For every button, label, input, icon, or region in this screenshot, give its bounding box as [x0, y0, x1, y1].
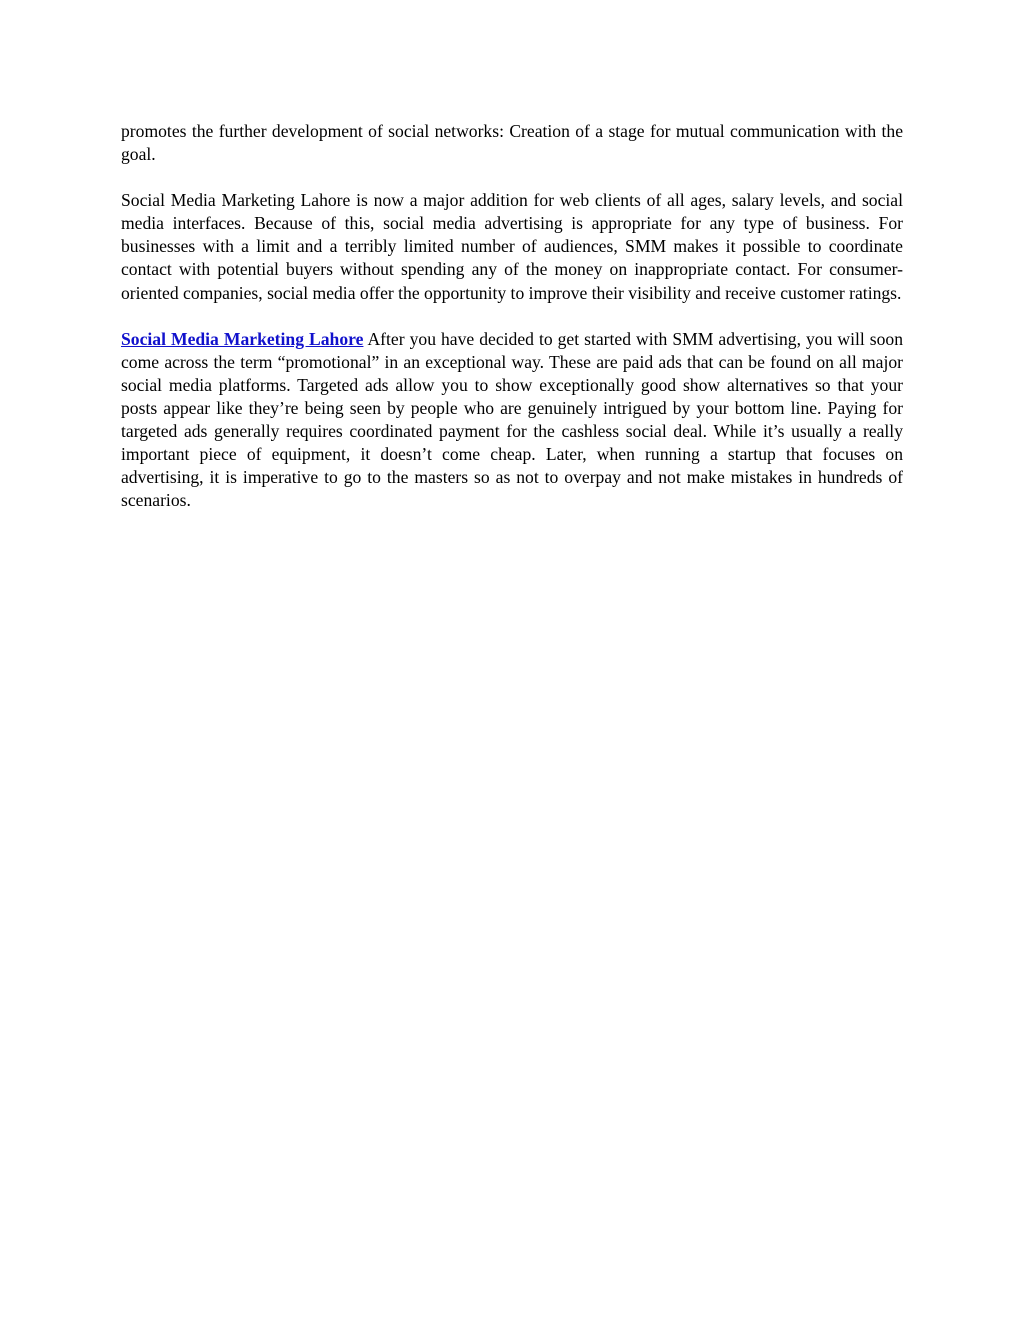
paragraph-1: promotes the further development of social networks: Creation of a stage for mutual communication with the goal.	[121, 121, 903, 165]
document-page	[121, 120, 903, 535]
paragraph-2: Social Media Marketing Lahore is now a major addition for web clients of all ages, salary levels, and social media interfaces. Because of this, social media advertising is appropriate for any type of business. For businesses with a limit and a terribly limited number of audiences, SMM makes it possible to coordinate contact with potential buyers without spending any of the money on inappropriate contact. For consumer-oriented companies, social media offer the opportunity to improve their visibility and receive customer ratings.	[121, 190, 903, 303]
paragraph-3	[121, 328, 903, 513]
paragraph-3-body: After you have decided to get started with SMM advertising, you will soon come across the term “promotional” in an exceptional way. These are paid ads that can be found on all major social media platforms. Targeted ads allow you to show exceptionally good show alternatives so that your posts appear like they’re being seen by people who are genuinely intrigued by your bottom line. Paying for targeted ads generally requires coordinated payment for the cashless social deal. While it’s usually a really important piece of equipment, it doesn’t come cheap. Later, when running a startup that focuses on advertising, it is imperative to go to the masters so as not to overpay and not make mistakes in hundreds of scenarios.	[121, 328, 904, 511]
social-media-marketing-lahore-link[interactable]: Social Media Marketing Lahore	[121, 328, 364, 349]
